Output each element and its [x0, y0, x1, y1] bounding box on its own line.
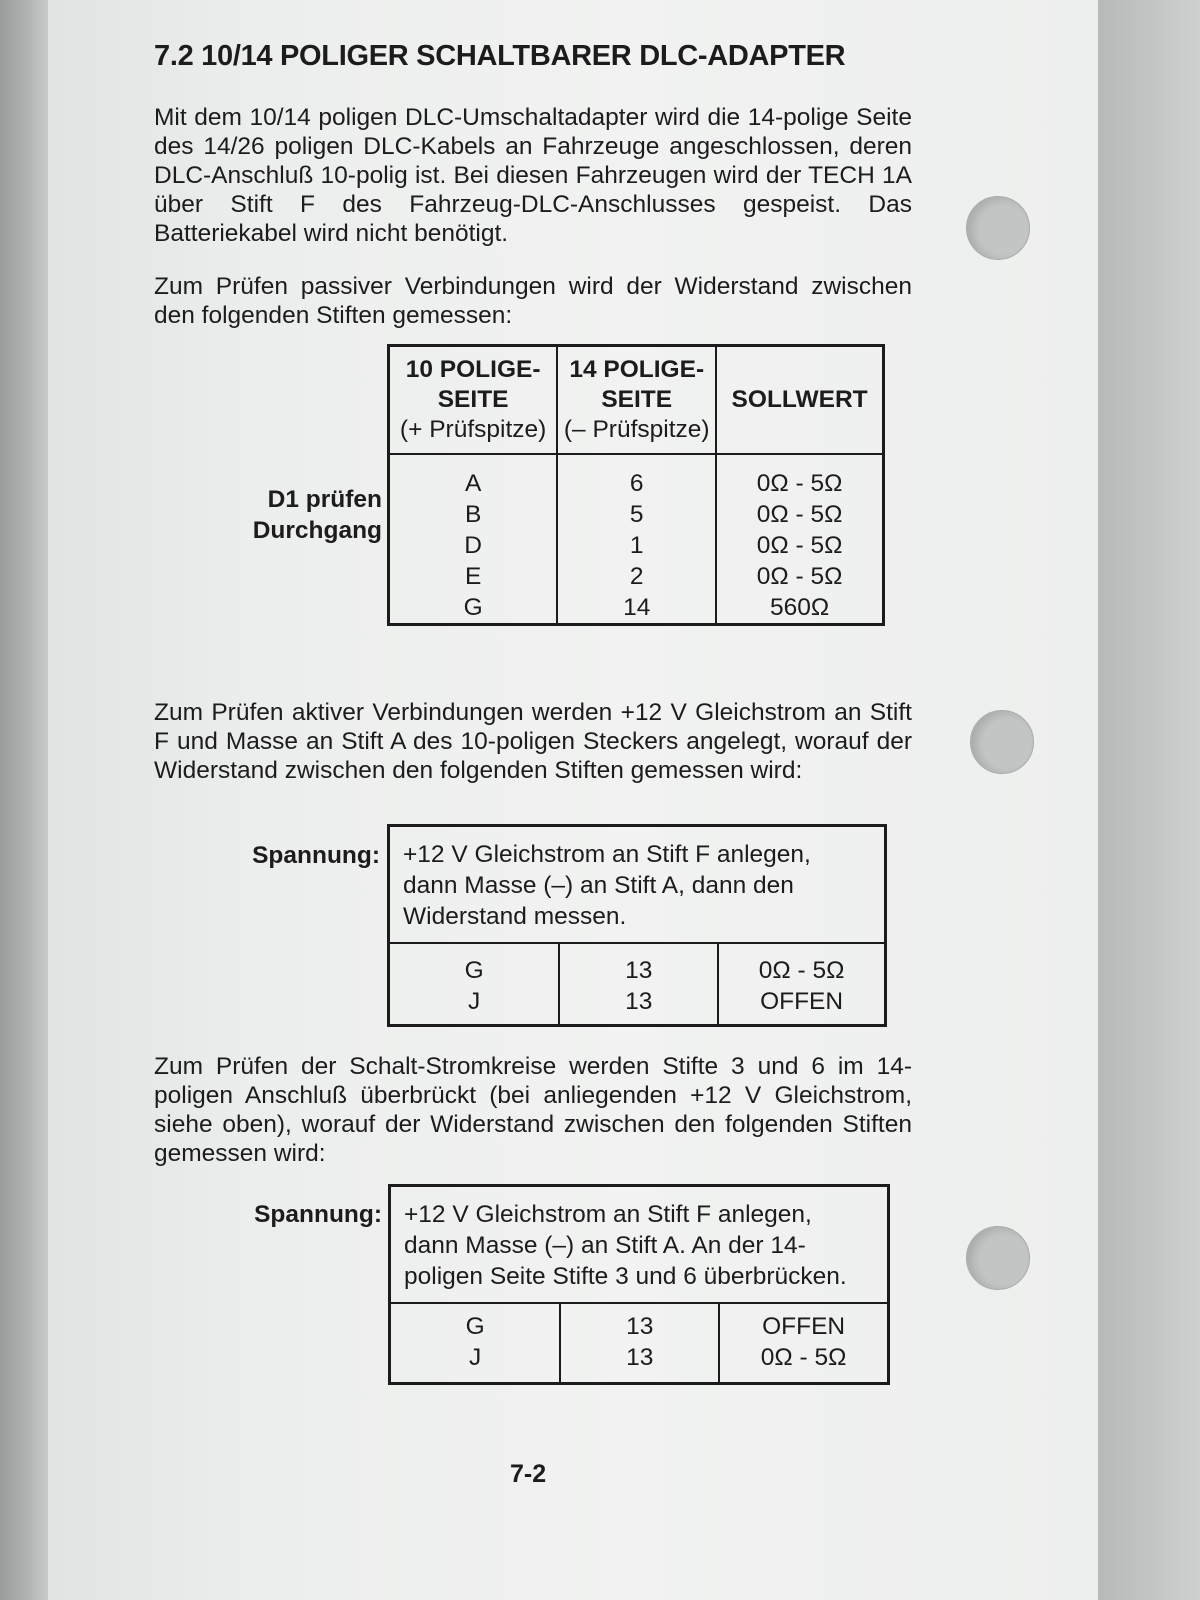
table2-side-label: Spannung:: [252, 842, 380, 869]
table-row: [389, 986, 886, 1017]
active-test-paragraph: Zum Prüfen aktiver Verbindungen werden +12 V Gleichstrom an Stift F und Masse an Stift A des 10-poligen Steckers angelegt, worauf der Widerstand zwischen den folgenden Stiften gemessen wird:: [154, 699, 912, 784]
table-row: [390, 1342, 889, 1373]
passive-test-table: [387, 344, 885, 626]
table1-pin10: A: [389, 468, 558, 499]
table3-note-row: [390, 1186, 889, 1304]
table3-sollwert: OFFEN: [719, 1311, 888, 1342]
table2-note: [389, 826, 886, 944]
background-surface: [1096, 0, 1200, 1600]
binder-hole-top: [966, 196, 1030, 260]
header-sollwert-line1: SOLLWERT: [731, 385, 868, 413]
table2-sollwert: 0Ω - 5Ω: [718, 955, 885, 986]
table3-note-line3: poligen Seite Stifte 3 und 6 überbrücken.: [404, 1263, 847, 1290]
table1-label-line1: D1 prüfen: [267, 486, 382, 513]
header-14pol-line3: (– Prüfspitze): [563, 415, 710, 443]
table-row: [389, 468, 884, 499]
active-test-table: [387, 824, 887, 1027]
table1-pin14: 5: [557, 499, 716, 530]
table3-note: [390, 1186, 889, 1304]
table2-pin10: J: [389, 986, 560, 1017]
table1-pin10: D: [389, 530, 558, 561]
header-10pol-line2: SEITE: [437, 385, 509, 413]
table3-pin14: 13: [560, 1342, 719, 1373]
table-row: [389, 592, 884, 625]
table1-sollwert: 0Ω - 5Ω: [716, 530, 883, 561]
table-row: [389, 499, 884, 530]
table3-note-line1: +12 V Gleichstrom an Stift F anlegen,: [404, 1201, 812, 1228]
table3-note-line2: dann Masse (–) an Stift A. An der 14-: [404, 1232, 806, 1259]
table2-note-line3: Widerstand messen.: [403, 903, 627, 930]
table3-pin10: G: [390, 1311, 561, 1342]
table3-pin10: J: [390, 1342, 561, 1373]
table1-sollwert: 560Ω: [716, 592, 883, 625]
switch-test-table: [388, 1184, 890, 1385]
table3-side-label: Spannung:: [254, 1201, 382, 1228]
section-heading: 7.2 10/14 POLIGER SCHALTBARER DLC-ADAPTER: [154, 40, 846, 72]
table-row: [389, 530, 884, 561]
table1-label-line2: Durchgang: [252, 517, 382, 544]
table1-sollwert: 0Ω - 5Ω: [716, 468, 883, 499]
table3-pin14: 13: [560, 1311, 719, 1342]
table1-pin14: 1: [557, 530, 716, 561]
table1-pin10: B: [389, 499, 558, 530]
binder-hole-middle: [970, 710, 1034, 774]
table2-sollwert: OFFEN: [718, 986, 885, 1017]
table1-pin10: G: [389, 592, 558, 625]
table2-pin14: 13: [559, 986, 718, 1017]
table2-pin10: G: [389, 955, 560, 986]
header-14pol-line1: 14 POLIGE-: [569, 355, 705, 383]
binder-hole-bottom: [966, 1226, 1030, 1290]
passive-test-paragraph: Zum Prüfen passiver Verbindungen wird der Widerstand zwischen den folgenden Stiften gemessen:: [154, 273, 912, 329]
table2-note-line2: dann Masse (–) an Stift A, dann den: [403, 872, 794, 899]
table2-note-line1: +12 V Gleichstrom an Stift F anlegen,: [403, 841, 811, 868]
header-10pol-line3: (+ Prüfspitze): [399, 415, 547, 443]
table-row: [389, 955, 886, 986]
header-14pol-line2: SEITE: [601, 385, 673, 413]
table1-side-label: [230, 484, 382, 546]
table-row: [390, 1311, 889, 1342]
table1-sollwert: 0Ω - 5Ω: [716, 561, 883, 592]
table1-sollwert: 0Ω - 5Ω: [716, 499, 883, 530]
table1-pin14: 14: [557, 592, 716, 625]
table2-pin14: 13: [559, 955, 718, 986]
table1-pin14: 6: [557, 468, 716, 499]
table1-header-14pol: [557, 346, 716, 454]
table-row: [389, 561, 884, 592]
table1-header-sollwert: [716, 346, 883, 454]
table1-pin10: E: [389, 561, 558, 592]
intro-paragraph: Mit dem 10/14 poligen DLC-Umschaltadapter wird die 14-polige Seite des 14/26 poligen DLC-Kabels an Fahrzeuge angeschlossen, deren DLC-Anschluß 10-polig ist. Bei diesen Fahrzeugen wird der TECH 1A über Stift F des Fahrzeug-DLC-Anschlusses gespeist. Das Batteriekabel wird nicht benötigt.: [154, 104, 912, 247]
table1-header-row: [389, 346, 884, 454]
header-10pol-line1: 10 POLIGE-: [405, 355, 541, 383]
table3-sollwert: 0Ω - 5Ω: [719, 1342, 888, 1373]
switch-test-paragraph: Zum Prüfen der Schalt-Stromkreise werden Stifte 3 und 6 im 14-poligen Anschluß überbrückt (bei anliegenden +12 V Gleichstrom, siehe oben), worauf der Widerstand zwischen den folgenden Stiften gemessen wird:: [154, 1053, 912, 1167]
table1-header-10pol: [389, 346, 558, 454]
table1-pin14: 2: [557, 561, 716, 592]
table2-note-row: [389, 826, 886, 944]
page-number: 7-2: [510, 1460, 547, 1488]
